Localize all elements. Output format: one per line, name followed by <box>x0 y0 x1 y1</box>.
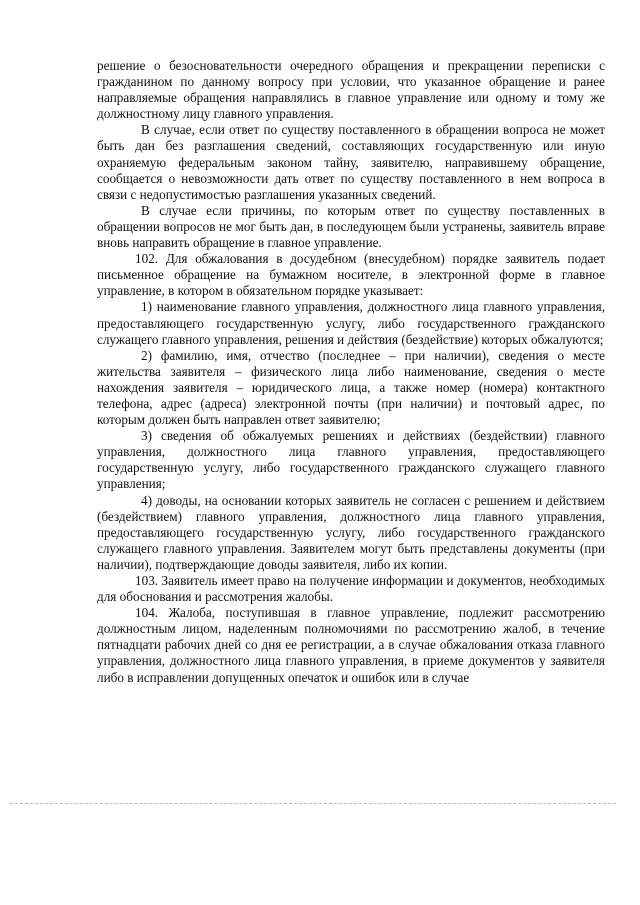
paragraph-reasons-removed: В случае если причины, по которым ответ по существу поставленных в обращении вопросов не мог быть дан, в последующем были устранены, заявитель вправе вновь направить обращение в главное управление. <box>97 202 605 251</box>
document-body <box>97 58 605 686</box>
list-item-4: 4) доводы, на основании которых заявитель не согласен с решением и действием (бездействием) главного управления, должностного лица главного управления, предоставляющего государственную услугу, либо государственного гражданского служащего главного управления. Заявителем могут быть представлены документы (при наличии), подтверждающие доводы заявителя, либо их копии. <box>97 492 605 572</box>
paragraph-clause-103: 103. Заявитель имеет право на получение информации и документов, необходимых для обоснования и рассмотрения жалобы. <box>97 573 605 605</box>
list-item-1: 1) наименование главного управления, должностного лица главного управления, предоставляющего государственную услугу, либо государственного гражданского служащего главного управления, решения и действия (бездействие) которых обжалуются; <box>97 299 605 347</box>
paragraph-clause-102: 102. Для обжалования в досудебном (внесудебном) порядке заявитель подает письменное обращение на бумажном носителе, в электронной форме в главное управление, в котором в обязательном порядке указывает: <box>97 251 605 299</box>
paragraph-secret-info: В случае, если ответ по существу поставленного в обращении вопроса не может быть дан без разглашения сведений, составляющих государственную или иную охраняемую федеральным законом тайну, заявителю, направившему обращение, сообщается о невозможности дать ответ по существу поставленного в нем вопроса в связи с недопустимостью разглашения указанных сведений. <box>97 122 605 202</box>
paragraph-continuation: решение о безосновательности очередного обращения и прекращении переписки с гражданином по данному вопросу при условии, что указанное обращение и ранее направляемые обращения направлялись в главное управление или одному и тому же должностному лицу главного управления. <box>97 58 605 122</box>
list-item-2: 2) фамилию, имя, отчество (последнее – при наличии), сведения о месте жительства заявителя – физического лица либо наименование, сведения о месте нахождения заявителя – юридического лица, а также номер (номера) контактного телефона, адрес (адреса) электронной почты (при наличии) и почтовый адрес, по которым должен быть направлен ответ заявителю; <box>97 347 605 428</box>
paragraph-clause-104: 104. Жалоба, поступившая в главное управление, подлежит рассмотрению должностным лицом, наделенным полномочиями по рассмотрению жалоб, в течение пятнадцати рабочих дней со дня ее регистрации, а в случае обжалования отказа главного управления, должностного лица главного управления, в приеме документов у заявителя либо в исправлении допущенных опечаток и ошибок или в случае <box>97 605 605 685</box>
footer-divider <box>10 803 616 804</box>
list-item-3: 3) сведения об обжалуемых решениях и действиях (бездействии) главного управления, должностного лица главного управления, предоставляющего государственную услугу, либо государственного гражданского служащего главного управления; <box>97 428 605 492</box>
